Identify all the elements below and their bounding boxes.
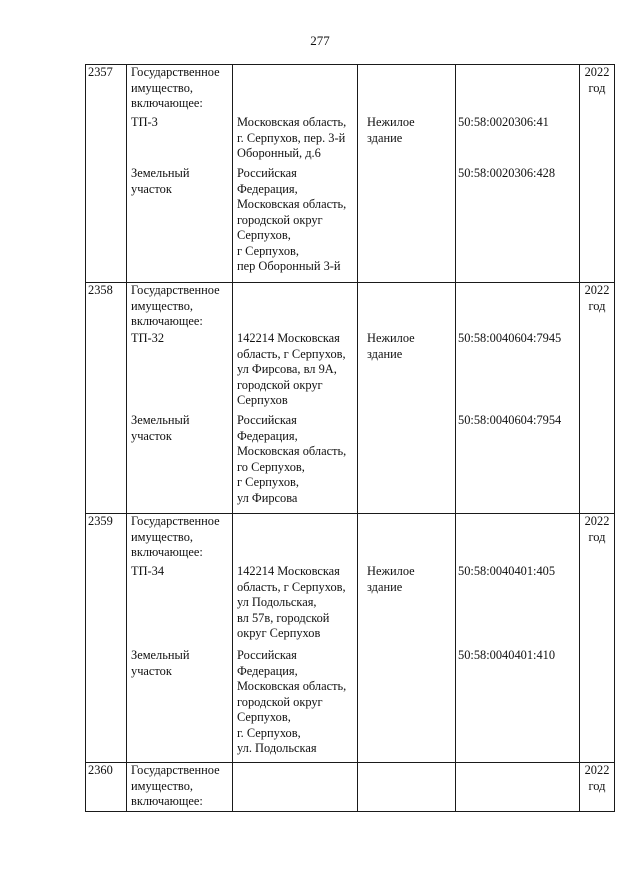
header-text: Государственное имущество, включающее:: [131, 763, 220, 808]
object-address: 142214 Московская область, г Серпухов, ул Подольская, вл 57в, городской округ Серпухов: [237, 564, 346, 640]
cadastral-number: 50:58:0040604:7954: [458, 413, 562, 427]
table-row-2360: [85, 762, 615, 812]
record-number: 2357: [88, 65, 113, 79]
table-row-2358: [85, 282, 615, 514]
year: 2022 год: [584, 283, 610, 313]
object-name: ТП-32: [131, 331, 165, 345]
cadastral-number: 50:58:0020306:428: [458, 166, 556, 180]
table-row-2359: [85, 513, 615, 763]
object-type: Нежилое здание: [367, 564, 415, 594]
record-number: 2359: [88, 514, 113, 528]
object-address: 142214 Московская область, г Серпухов, ул Фирсова, вл 9А, городской округ Серпухов: [237, 331, 346, 407]
cadastral-number: 50:58:0040604:7945: [458, 331, 562, 345]
record-number: 2360: [88, 763, 113, 777]
land-name: Земельный участок: [131, 166, 190, 196]
cadastral-number: 50:58:0040401:405: [458, 564, 556, 578]
cadastral-number: 50:58:0020306:41: [458, 115, 549, 129]
land-name: Земельный участок: [131, 648, 190, 678]
object-name: ТП-34: [131, 564, 165, 578]
year: 2022 год: [584, 763, 610, 793]
table-row-2357: [85, 64, 615, 283]
object-type: Нежилое здание: [367, 115, 415, 145]
land-address: Российская Федерация, Московская область, городской округ Серпухов, г Серпухов, пер Оборонный 3-й: [237, 166, 347, 273]
object-address: Московская область, г. Серпухов, пер. 3-й Оборонный, д.6: [237, 115, 347, 160]
object-name: ТП-3: [131, 115, 158, 129]
land-address: Российская Федерация, Московская область, городской округ Серпухов, г. Серпухов, ул. Подольская: [237, 648, 347, 755]
year: 2022 год: [584, 514, 610, 544]
object-type: Нежилое здание: [367, 331, 415, 361]
cadastral-number: 50:58:0040401:410: [458, 648, 556, 662]
year: 2022 год: [584, 65, 610, 95]
land-address: Российская Федерация, Московская область, го Серпухов, г Серпухов, ул Фирсова: [237, 413, 347, 505]
header-text: Государственное имущество, включающее:: [131, 65, 220, 110]
header-text: Государственное имущество, включающее:: [131, 514, 220, 559]
land-name: Земельный участок: [131, 413, 190, 443]
page-number: 277: [310, 33, 330, 48]
record-number: 2358: [88, 283, 113, 297]
header-text: Государственное имущество, включающее:: [131, 283, 220, 328]
